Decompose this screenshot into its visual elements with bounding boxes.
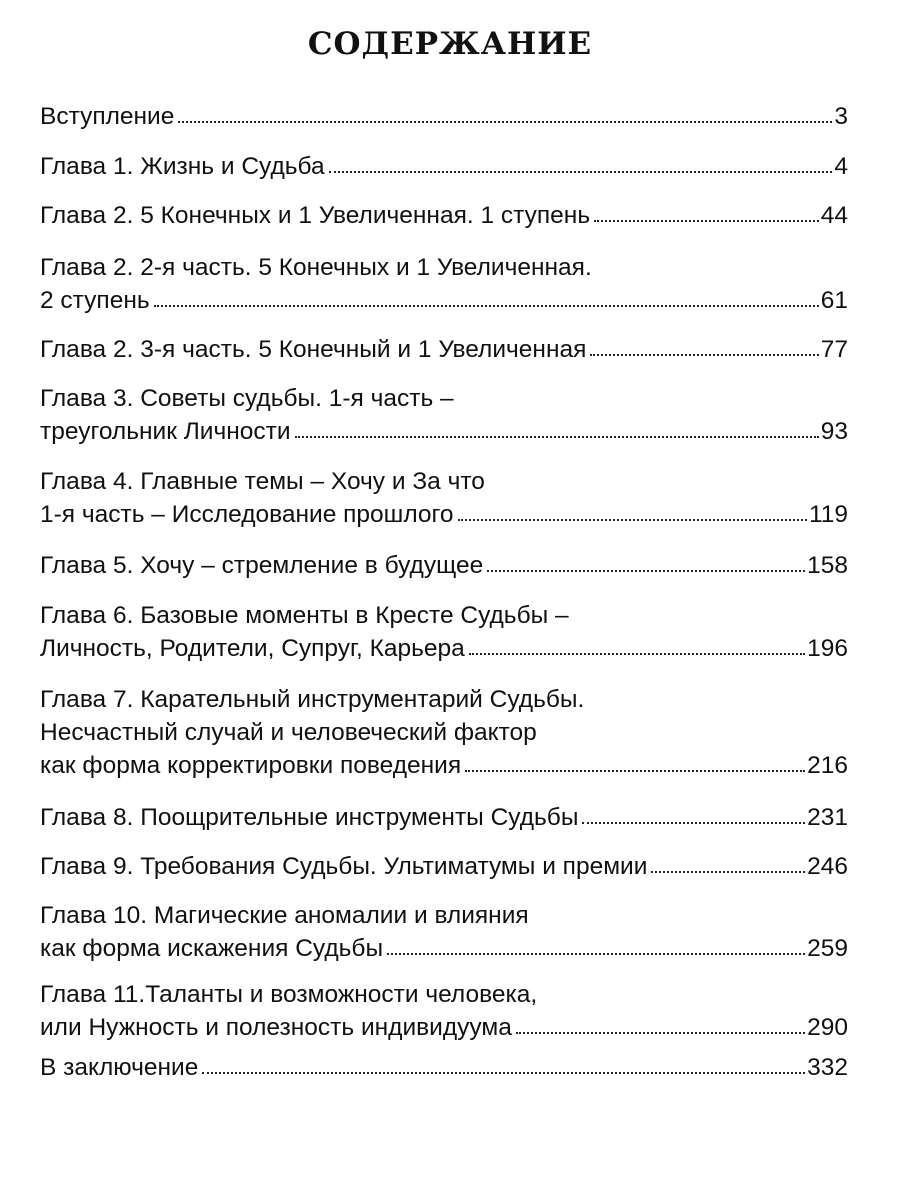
toc-entry-title-line: Глава 11.Таланты и возможности человека, [40,981,538,1008]
dot-leader [202,1072,805,1074]
toc-entry [40,251,848,317]
toc-entry [40,150,848,183]
toc-page-number: 196 [807,635,848,662]
toc-entry-row [40,1051,848,1084]
toc-page-number: 332 [807,1054,848,1081]
toc-page-number: 246 [807,853,848,880]
toc-entry-title-line: Глава 4. Главные темы – Хочу и За что [40,468,485,495]
toc-entry [40,549,848,582]
toc-entry [40,599,848,665]
toc-entry-title-line: Глава 7. Карательный инструментарий Судьбы. [40,686,585,713]
toc-entry-title-line: 1-я часть – Исследование прошлого [40,501,454,528]
toc-page-number: 259 [807,935,848,962]
toc-entry [40,199,848,232]
dot-leader [487,570,805,572]
toc-entry-row [40,415,848,448]
toc-entry [40,100,848,133]
toc-entry-title-line: Глава 6. Базовые моменты в Кресте Судьбы – [40,602,569,629]
toc-entry [40,899,848,965]
toc-entry-row [40,199,848,232]
dot-leader [651,871,805,873]
dot-leader [329,171,833,173]
toc-page-number: 61 [820,287,848,314]
toc-entry-title-line: Глава 2. 3-я часть. 5 Конечный и 1 Увеличенная [40,336,587,363]
toc-entry-title-line: Личность, Родители, Супруг, Карьера [40,635,465,662]
toc-entry-row [40,333,848,366]
dot-leader [594,220,819,222]
toc-entry-row [40,498,848,531]
toc-entry-title-line: 2 ступень [40,287,150,314]
toc-page-number: 290 [807,1014,848,1041]
toc-entry [40,1051,848,1084]
toc-entry [40,382,848,448]
toc-entry-title-line: Глава 10. Магические аномалии и влияния [40,902,529,929]
toc-entry-row [40,932,848,965]
toc-entry-row [40,284,848,317]
toc-entry-row [40,549,848,582]
toc-entry-row [40,749,848,782]
dot-leader [582,822,805,824]
toc-entry [40,978,848,1044]
toc-entry-title-line: или Нужность и полезность индивидуума [40,1014,512,1041]
toc-entry [40,333,848,366]
dot-leader [154,305,819,307]
toc-entry-title-line: Глава 3. Советы судьбы. 1-я часть – [40,385,454,412]
toc-entry [40,465,848,531]
toc-entry-title-line: как форма искажения Судьбы [40,935,384,962]
toc-title: СОДЕРЖАНИЕ [307,26,593,62]
dot-leader [590,354,818,356]
dot-leader [469,653,805,655]
dot-leader [516,1032,805,1034]
toc-entry [40,683,848,782]
toc-entry-row [40,150,848,183]
toc-entry-title-line: как форма корректировки поведения [40,752,462,779]
toc-entry-row [40,100,848,133]
toc-entry-title-line: Глава 9. Требования Судьбы. Ультиматумы и премии [40,853,648,880]
toc-page-number: 231 [807,804,848,831]
toc-entry-title-line: Глава 2. 5 Конечных и 1 Увеличенная. 1 ступень [40,202,591,229]
toc-entry-title-line: Глава 1. Жизнь и Судьба [40,153,325,180]
toc-page-number: 44 [820,202,848,229]
toc-entry-row [40,850,848,883]
dot-leader [387,953,805,955]
toc-entry-title-line: В заключение [40,1054,199,1081]
toc-entry-row [40,632,848,665]
toc-page-number: 3 [834,103,848,130]
toc-entry-title-line: Вступление [40,103,175,130]
dot-leader [178,121,832,123]
toc-entry-row [40,801,848,834]
toc-page-number: 119 [808,501,848,528]
dot-leader [465,770,805,772]
toc-entry-title-line: треугольник Личности [40,418,291,445]
toc-page-number: 216 [807,752,848,779]
toc-entry-title-line: Глава 8. Поощрительные инструменты Судьбы [40,804,579,831]
toc-page-number: 93 [820,418,848,445]
toc-page-number: 4 [834,153,848,180]
toc-page-number: 158 [807,552,848,579]
toc-entry-title-line: Несчастный случай и человеческий фактор [40,719,537,746]
toc-entry-row [40,1011,848,1044]
toc-entry-title-line: Глава 5. Хочу – стремление в будущее [40,552,484,579]
toc-entry-title-line: Глава 2. 2-я часть. 5 Конечных и 1 Увеличенная. [40,254,592,281]
toc-entry [40,801,848,834]
dot-leader [458,519,807,521]
toc-entry [40,850,848,883]
dot-leader [295,436,819,438]
toc-page-number: 77 [820,336,848,363]
